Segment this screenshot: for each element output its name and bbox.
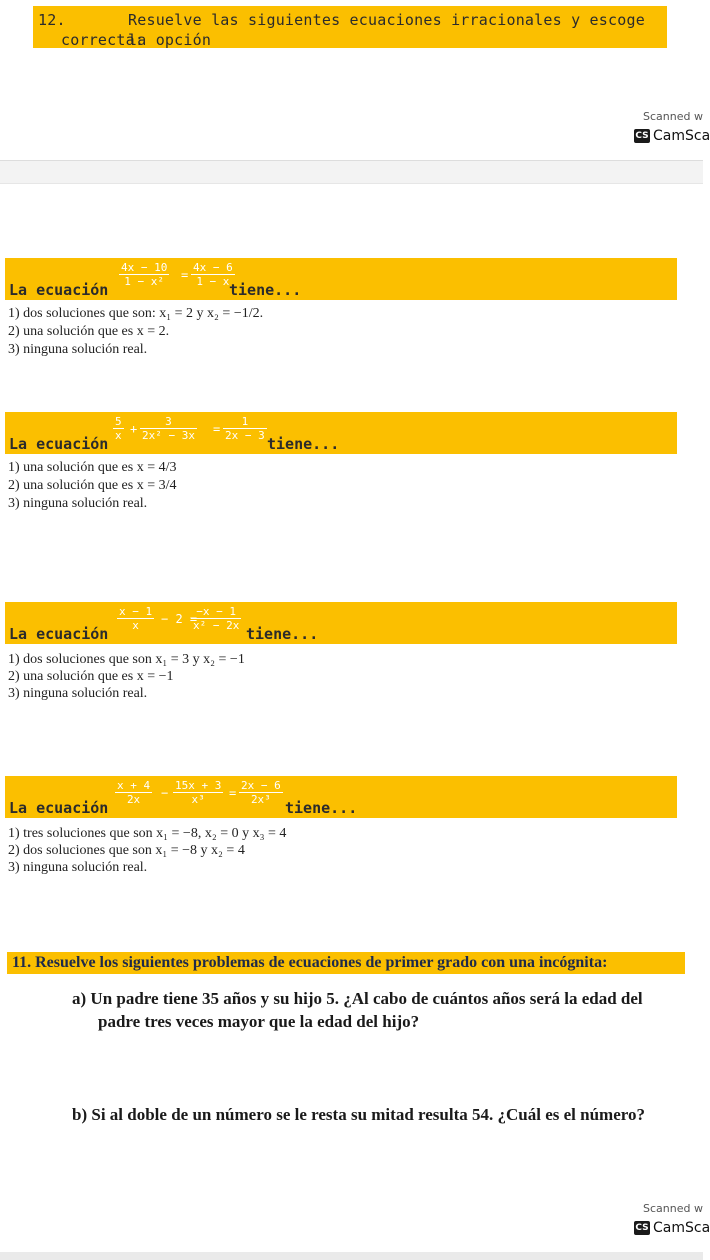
scanner-brand-text: CamSca — [653, 1220, 710, 1236]
scanner-watermark-bottom — [620, 1200, 710, 1240]
question-text-line1: Resuelve las siguientes ecuaciones irracionales y escoge la opción — [128, 11, 645, 49]
equation-label: La ecuación — [9, 281, 109, 299]
scanner-brand-text: CamSca — [653, 128, 710, 144]
bottom-edge — [0, 1252, 703, 1260]
option: 2) una solución que es x = 3/4 — [8, 478, 177, 493]
fraction: $\frac{1}{2x - 3}$ — [225, 415, 265, 442]
option: 2) dos soluciones que son x₁ = −8 y x₂ = 4 — [8, 843, 245, 858]
operator: + — [130, 422, 138, 436]
camscanner-logo-icon: CS — [635, 1223, 649, 1233]
equation-1-bar — [5, 258, 677, 300]
scanner-text: Scanned w — [643, 1202, 703, 1215]
page-separator — [0, 160, 703, 184]
scanner-brand — [634, 128, 710, 144]
equation-4-bar — [5, 776, 677, 818]
fraction: $\frac{5}{x}$ — [115, 415, 122, 442]
section-11-title: 11. Resuelve los siguientes problemas de ecuaciones de primer grado con una incógnita: — [7, 952, 685, 974]
operator: − — [161, 786, 169, 800]
fraction: $\frac{x + 4}{2x}$ — [117, 779, 151, 806]
question-text-line2: correcta: — [61, 31, 145, 49]
equation-suffix: tiene... — [285, 799, 358, 817]
option: 2) una solución que es x = 2. — [8, 324, 170, 339]
fraction: $\frac{3}{\text{2x² − 3x}}$ — [142, 415, 195, 442]
equation-suffix: tiene... — [267, 435, 340, 453]
fraction: $\frac{4x - 6}{1 - x}$ — [193, 261, 233, 288]
equation-label: La ecuación — [9, 799, 109, 817]
equation-label: La ecuación — [9, 625, 109, 643]
equation-suffix: tiene... — [229, 281, 302, 299]
option: 3) ninguna solución real. — [8, 342, 148, 357]
problem-a-line1: a) Un padre tiene 35 años y su hijo 5. ¿Al cabo de cuántos años será la edad del — [72, 989, 643, 1008]
scanner-watermark-top — [620, 108, 710, 148]
question-number: 12. — [38, 11, 66, 29]
problem-a-line2: padre tres veces mayor que la edad del hijo? — [98, 1012, 420, 1031]
camscanner-logo-icon: CS — [635, 131, 649, 141]
option: 2) una solución que es x = −1 — [8, 669, 174, 684]
fraction: $\frac{-x - 1}{\text{x² − 2x}}$ — [193, 605, 240, 632]
option: 3) ninguna solución real. — [8, 686, 148, 701]
operator: = — [213, 422, 221, 436]
equation-2-bar — [5, 412, 677, 454]
option: 1) tres soluciones que son x₁ = −8, x₂ = 0 y x₃ = 4 — [8, 826, 287, 841]
equation-label: La ecuación — [9, 435, 109, 453]
fraction: $\frac{2x - 6}{\text{2x³}}$ — [241, 779, 281, 806]
option: 1) una solución que es x = 4/3 — [8, 460, 177, 475]
equation-suffix: tiene... — [246, 625, 319, 643]
option: 1) dos soluciones que son x₁ = 3 y x₂ = −1 — [8, 652, 245, 667]
operator: − 2 = — [161, 612, 198, 626]
fraction: $\frac{4x - 10}{\text{1 − x²}}$ — [121, 261, 168, 288]
option: 3) ninguna solución real. — [8, 860, 148, 875]
problem-b: b) Si al doble de un número se le resta su mitad resulta 54. ¿Cuál es el número? — [72, 1105, 645, 1124]
question-12-header — [33, 6, 667, 48]
equation-3-bar — [5, 602, 677, 644]
operator: = — [181, 268, 189, 282]
fraction: $\frac{15x + 3}{\text{x³}}$ — [175, 779, 222, 806]
scanner-brand — [634, 1220, 710, 1236]
scanner-text: Scanned w — [643, 110, 703, 123]
option: 1) dos soluciones que son: x₁ = 2 y x₂ = −1/2. — [8, 306, 264, 321]
operator: = — [229, 786, 237, 800]
fraction: $\frac{x - 1}{x}$ — [119, 605, 153, 632]
option: 3) ninguna solución real. — [8, 496, 148, 511]
